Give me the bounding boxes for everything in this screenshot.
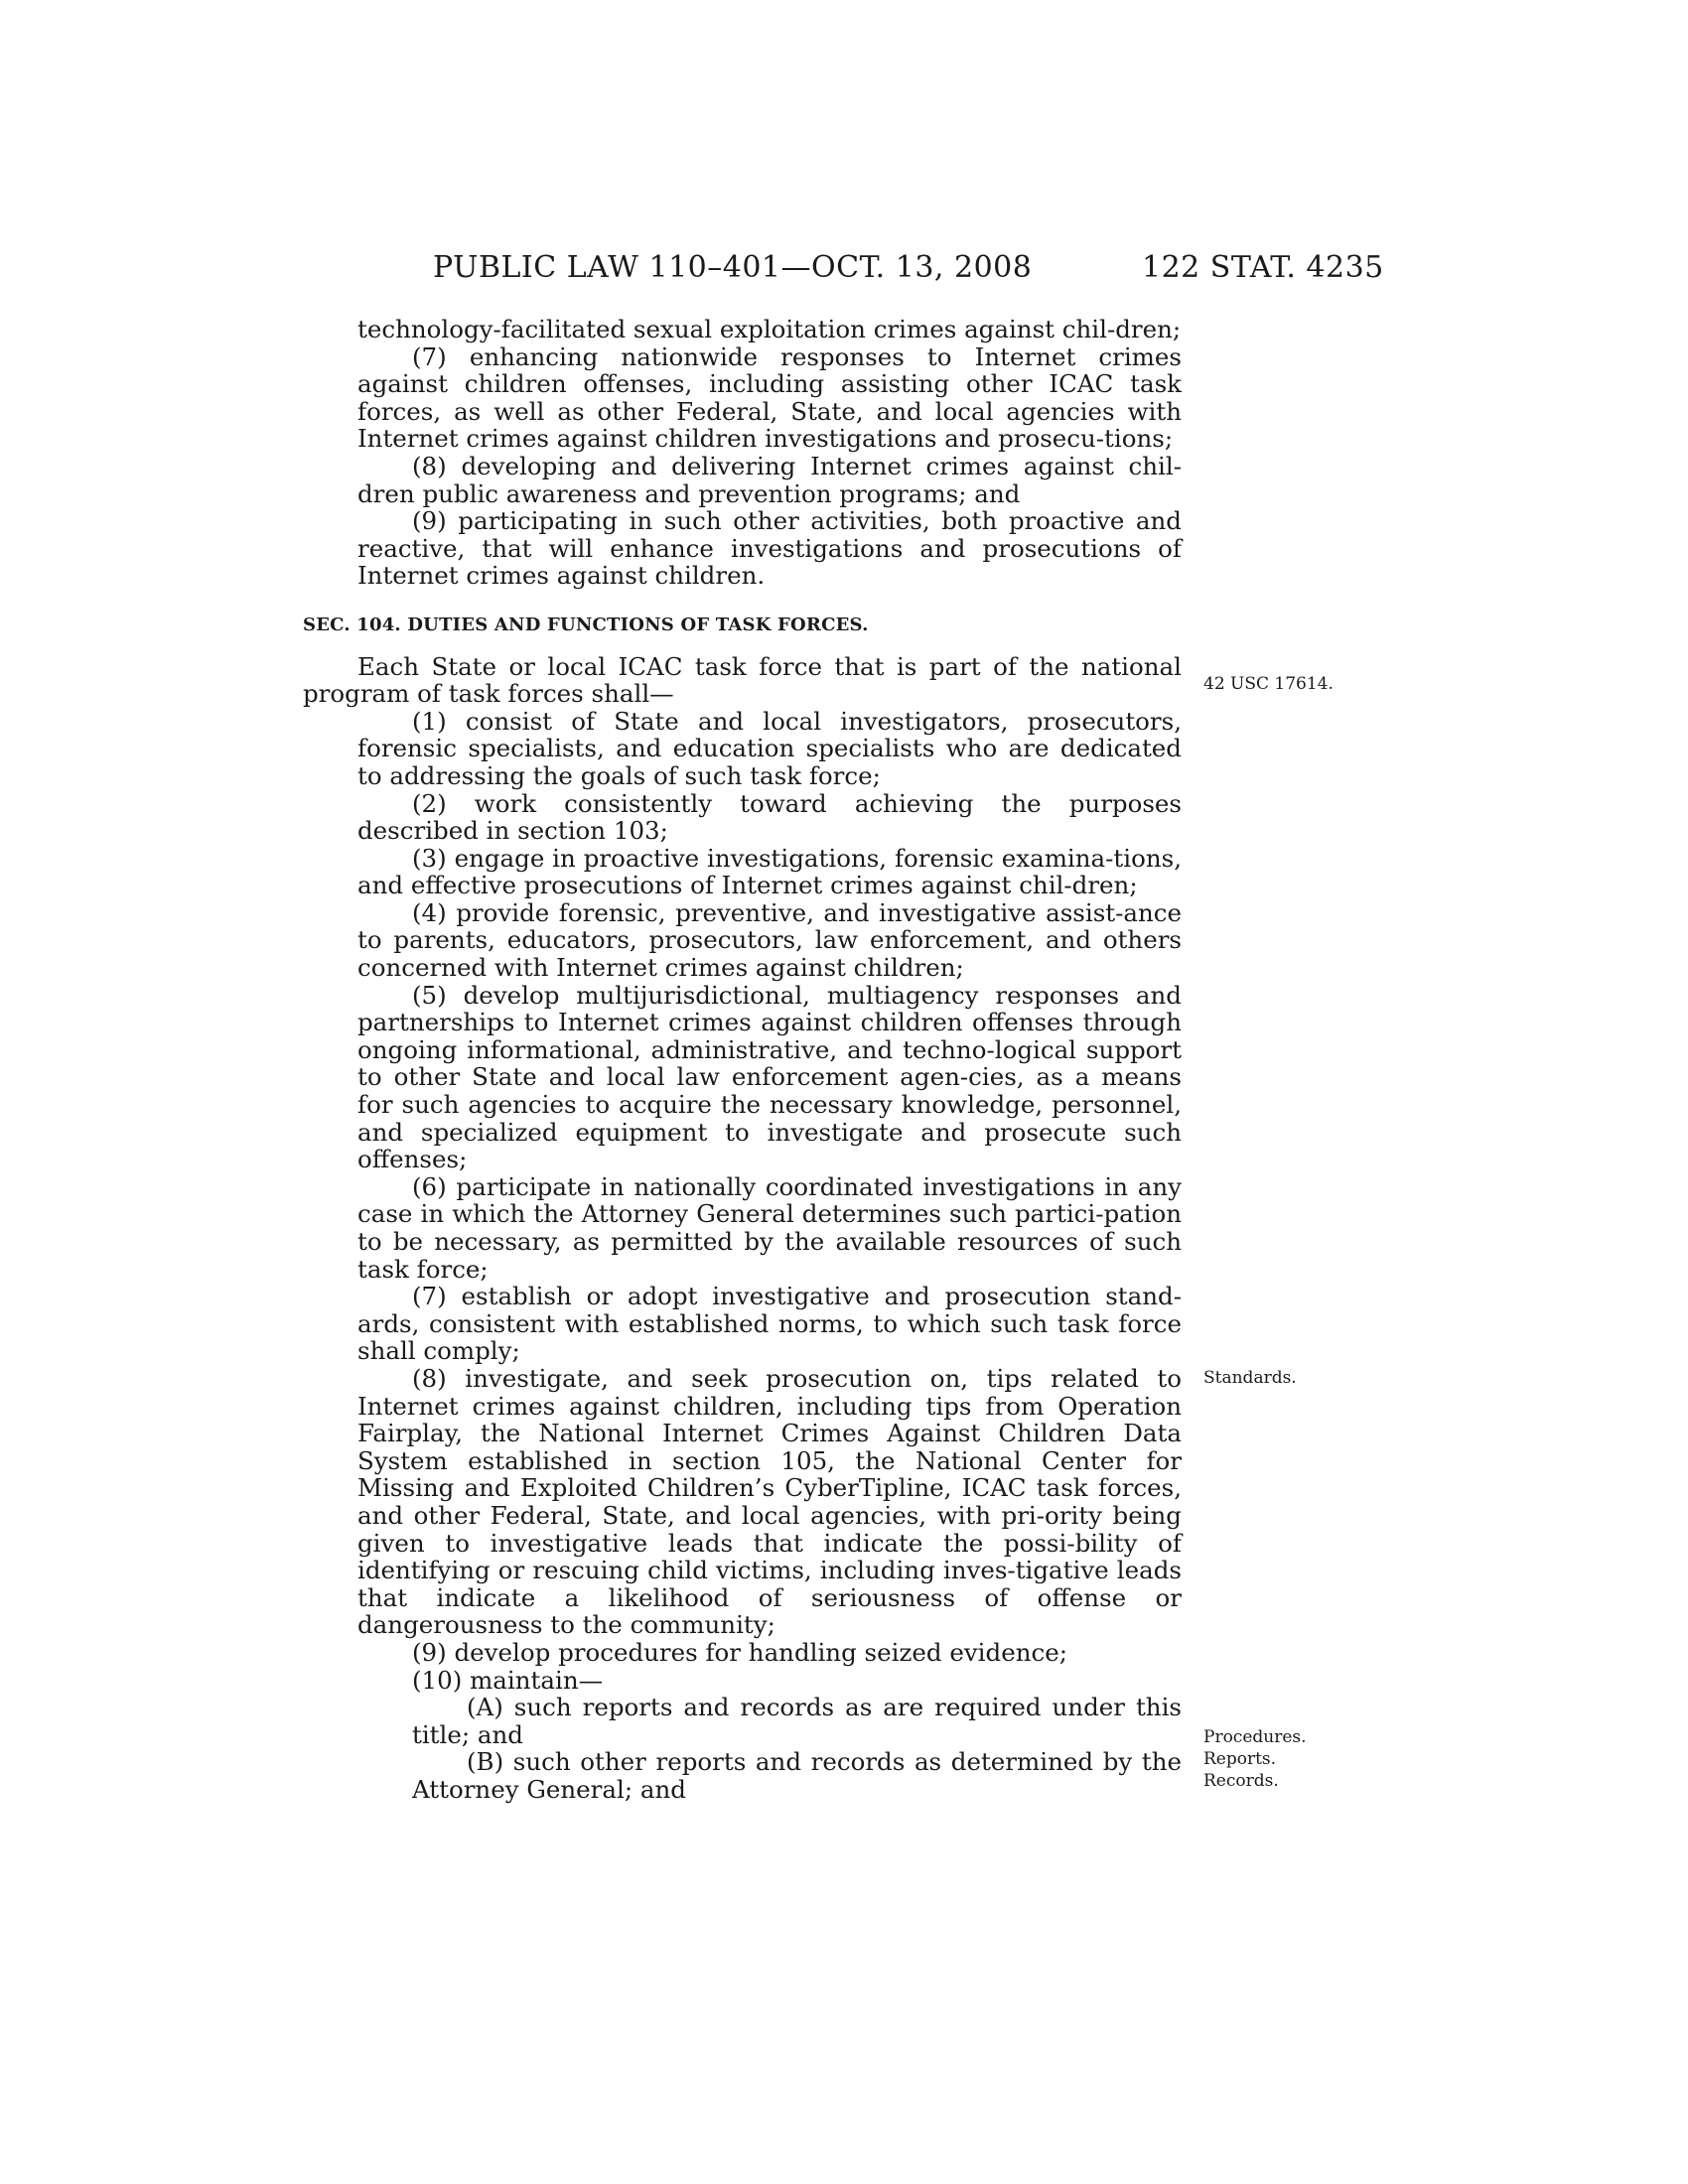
running-header-title: PUBLIC LAW 110–401—OCT. 13, 2008	[433, 250, 1033, 285]
sub-item-b: (B) such other reports and records as determined by the Attorney General; and	[412, 1747, 1182, 1804]
document-body	[303, 316, 1182, 1803]
purpose-item-7: (7) enhancing nationwide responses to Internet crimes against children offenses, including assisting other ICAC task forces, as well as other Federal, State, and local agencies with Internet crimes against children investigations and prosecu-tions;	[357, 341, 1182, 454]
purpose-item-9: (9) participating in such other activities, both proactive and reactive, that will enhance investigations and prosecutions of Internet crimes against children.	[357, 506, 1182, 591]
margin-note-reports: Reports.	[1203, 1749, 1277, 1769]
duty-item-9: (9) develop procedures for handling seized evidence;	[412, 1637, 1067, 1667]
purpose-item-8: (8) developing and delivering Internet crimes against chil-dren public awareness and prevention programs; and	[357, 451, 1182, 508]
margin-note-records: Records.	[1203, 1771, 1279, 1791]
duty-item-10: (10) maintain—	[412, 1665, 604, 1695]
margin-note-group	[1203, 1726, 1307, 1792]
duty-item-4: (4) provide forensic, preventive, and investigative assist-ance to parents, educators, prosecutors, law enforcement, and others concerned with Internet crimes against children;	[357, 897, 1182, 983]
sub-item-a: (A) such reports and records as are required under this title; and	[412, 1693, 1182, 1749]
duty-item-1: (1) consist of State and local investigators, prosecutors, forensic specialists, and education specialists who are dedicated to addressing the goals of such task force;	[357, 706, 1182, 790]
duty-item-7: (7) establish or adopt investigative and prosecution stand-ards, consistent with established norms, to which such task force shall comply;	[357, 1282, 1182, 1366]
running-header-page-number: 122 STAT. 4235	[1142, 250, 1384, 285]
duty-item-8: (8) investigate, and seek prosecution on, tips related to Internet crimes against children, including tips from Operation Fairplay, the National Internet Crimes Against Children Data System established in section 105, the National Center for Missing and Exploited Children’s CyberTipline, ICAC task forces, and other Federal, State, and local agencies, with pri-ority being given to investigative leads that indicate the possi-bility of identifying or rescuing child victims, including inves-tigative leads that indicate a likelihood of seriousness of offense or dangerousness to the community;	[357, 1363, 1182, 1640]
duty-item-3: (3) engage in proactive investigations, forensic examina-tions, and effective prosecutions of Internet crimes against chil-dren;	[357, 843, 1182, 900]
duty-item-6: (6) participate in nationally coordinated investigations in any case in which the Attorney General determines such partici-pation to be necessary, as permitted by the available resources of such task force;	[357, 1171, 1182, 1284]
margin-note-procedures: Procedures.	[1203, 1727, 1307, 1747]
duty-item-5: (5) develop multijurisdictional, multiagency responses and partnerships to Internet crimes against children offenses through ongoing informational, administrative, and techno-logical support to other State and local law enforcement agen-cies, as a means for such agencies to acquire the necessary knowledge, personnel, and specialized equipment to investigate and prosecute such offenses;	[357, 980, 1182, 1174]
section-intro: Each State or local ICAC task force that is part of the national program of task forces shall—	[303, 651, 1182, 709]
section-heading: SEC. 104. DUTIES AND FUNCTIONS OF TASK FORCES.	[303, 614, 869, 635]
margin-note-usc-citation: 42 USC 17614.	[1203, 674, 1334, 694]
margin-note-standards: Standards.	[1203, 1368, 1297, 1388]
paragraph-continuation: technology-facilitated sexual exploitation crimes against chil-dren;	[357, 315, 1182, 343]
duty-item-2: (2) work consistently toward achieving the purposes described in section 103;	[357, 788, 1182, 846]
